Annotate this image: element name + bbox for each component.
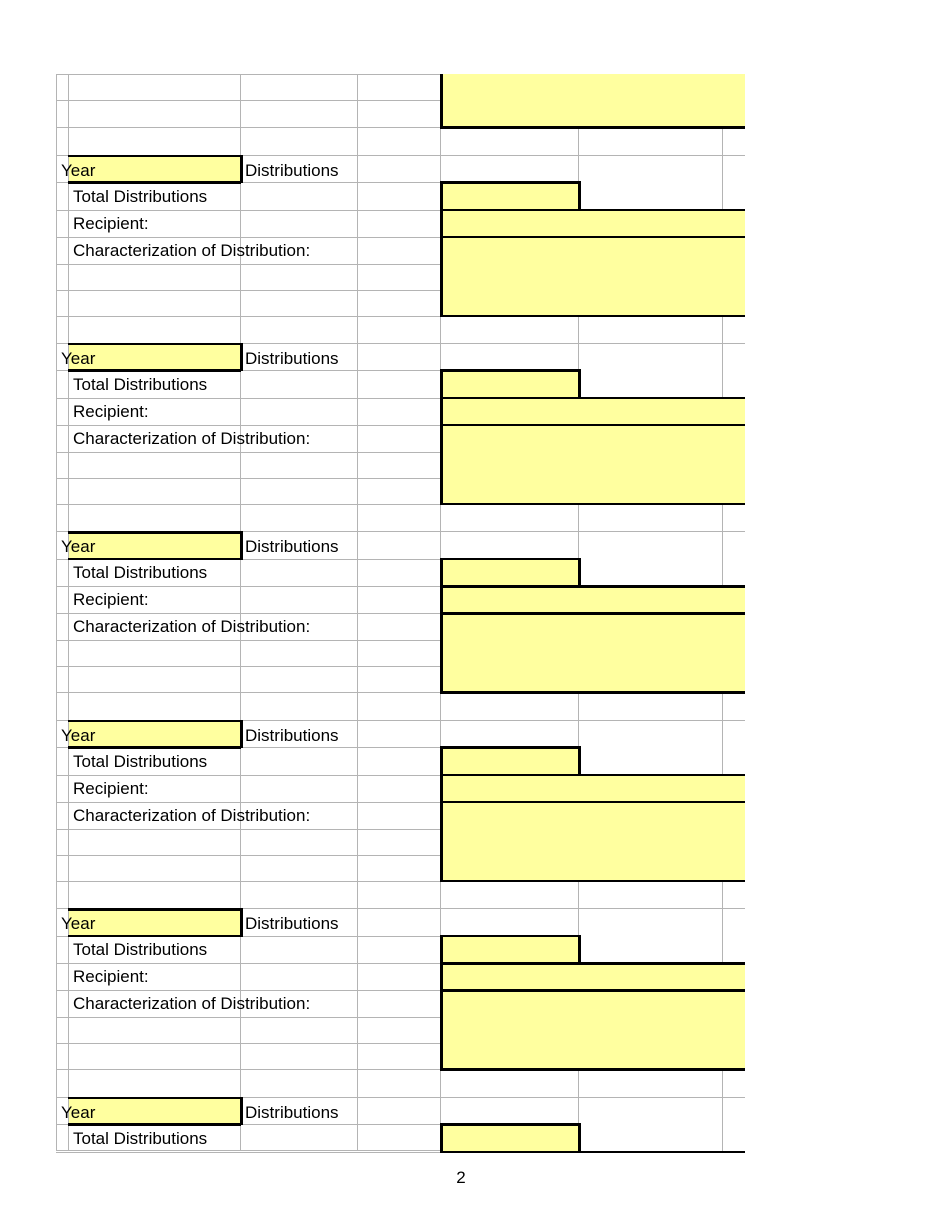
- recipient-label: Recipient:: [73, 778, 149, 798]
- total-distributions-label: Total Distributions: [73, 1128, 208, 1148]
- grid-hline: [56, 586, 440, 587]
- grid-vline: [722, 370, 723, 398]
- border: [440, 774, 443, 881]
- recipient-input: [440, 775, 745, 802]
- year-label: Year: [61, 537, 96, 557]
- border: [440, 558, 443, 587]
- grid-hline: [56, 452, 440, 453]
- grid-vline: [722, 747, 723, 775]
- grid-hline: [56, 210, 440, 211]
- border: [440, 801, 745, 804]
- border: [440, 746, 579, 749]
- border: [68, 908, 241, 911]
- grid-hline: [56, 264, 440, 265]
- recipient-input: [440, 398, 745, 425]
- border: [440, 181, 443, 210]
- border: [440, 315, 745, 318]
- distributions-label: Distributions: [245, 1102, 339, 1122]
- total-distributions-input: [440, 559, 578, 587]
- year-label: Year: [61, 348, 96, 368]
- border: [440, 585, 443, 692]
- year-label: Year: [61, 725, 96, 745]
- recipient-input: [440, 586, 745, 613]
- grid-hline: [56, 74, 440, 75]
- total-distributions-label: Total Distributions: [73, 751, 208, 771]
- total-distributions-label: Total Distributions: [73, 374, 208, 394]
- border: [440, 962, 443, 1069]
- border: [68, 558, 241, 561]
- grid-hline: [56, 504, 440, 505]
- characterization-label: Characterization of Distribution:: [73, 428, 311, 448]
- grid-hline: [56, 1043, 440, 1044]
- border: [68, 155, 241, 158]
- border: [440, 424, 745, 427]
- border: [440, 989, 745, 992]
- fill-area: [440, 74, 745, 127]
- grid-vline: [357, 74, 358, 1150]
- recipient-label: Recipient:: [73, 590, 149, 610]
- border: [440, 209, 745, 212]
- grid-vline: [722, 559, 723, 587]
- border: [578, 181, 581, 210]
- border: [68, 1097, 241, 1100]
- border: [240, 531, 243, 560]
- border: [68, 369, 241, 372]
- characterization-input: [440, 425, 745, 504]
- total-distributions-input: [440, 370, 578, 398]
- grid-vline: [68, 74, 69, 1150]
- grid-hline: [56, 613, 440, 614]
- border: [440, 1123, 443, 1152]
- border: [440, 181, 579, 184]
- grid-hline: [440, 155, 745, 156]
- border: [578, 558, 581, 587]
- border: [440, 503, 745, 506]
- border: [578, 1123, 581, 1152]
- characterization-input: [440, 802, 745, 881]
- grid-vline: [56, 74, 57, 1150]
- grid-hline: [56, 100, 440, 101]
- distributions-label: Distributions: [245, 725, 339, 745]
- total-distributions-label: Total Distributions: [73, 186, 208, 206]
- grid-vline: [722, 936, 723, 964]
- characterization-input: [440, 613, 745, 692]
- grid-hline: [56, 692, 440, 693]
- grid-hline: [56, 127, 440, 128]
- border: [440, 1123, 579, 1126]
- recipient-label: Recipient:: [73, 967, 149, 987]
- grid-hline: [56, 963, 440, 964]
- distributions-label: Distributions: [245, 537, 339, 557]
- grid-hline: [56, 1017, 440, 1018]
- grid-hline: [56, 398, 440, 399]
- characterization-input: [440, 990, 745, 1069]
- border: [440, 1151, 745, 1154]
- grid-hline: [56, 237, 440, 238]
- grid-vline: [722, 1124, 723, 1152]
- total-distributions-input: [440, 1124, 578, 1152]
- grid-hline: [440, 531, 745, 532]
- grid-hline: [56, 640, 440, 641]
- border: [440, 397, 745, 400]
- border: [240, 155, 243, 184]
- grid-hline: [56, 316, 440, 317]
- grid-hline: [440, 343, 745, 344]
- total-distributions-label: Total Distributions: [73, 563, 208, 583]
- border: [440, 126, 745, 129]
- border: [440, 746, 443, 775]
- border: [240, 720, 243, 749]
- grid-hline: [56, 881, 440, 882]
- border: [440, 935, 443, 964]
- characterization-input: [440, 237, 745, 316]
- year-label: Year: [61, 160, 96, 180]
- year-label: Year: [61, 1102, 96, 1122]
- border: [240, 343, 243, 372]
- recipient-input: [440, 210, 745, 237]
- border: [68, 531, 241, 534]
- total-distributions-label: Total Distributions: [73, 940, 208, 960]
- grid-hline: [56, 478, 440, 479]
- border: [440, 397, 443, 504]
- border: [578, 935, 581, 964]
- grid-hline: [56, 666, 440, 667]
- page-number: 2: [456, 1168, 466, 1187]
- border: [240, 1097, 243, 1126]
- grid-hline: [56, 775, 440, 776]
- grid-hline: [56, 990, 440, 991]
- year-label: Year: [61, 914, 96, 934]
- border: [440, 880, 745, 883]
- grid-hline: [56, 1150, 440, 1151]
- grid-hline: [56, 1152, 440, 1153]
- grid-hline: [440, 1097, 745, 1098]
- border: [578, 369, 581, 398]
- grid-hline: [56, 829, 440, 830]
- grid-hline: [440, 908, 745, 909]
- distributions-label: Distributions: [245, 914, 339, 934]
- border: [240, 908, 243, 937]
- characterization-label: Characterization of Distribution:: [73, 994, 311, 1014]
- distributions-label: Distributions: [245, 348, 339, 368]
- border: [440, 1068, 745, 1071]
- recipient-input: [440, 963, 745, 990]
- characterization-label: Characterization of Distribution:: [73, 617, 311, 637]
- characterization-label: Characterization of Distribution:: [73, 240, 311, 260]
- border: [440, 774, 745, 777]
- border: [440, 585, 745, 588]
- border: [578, 746, 581, 775]
- distributions-label: Distributions: [245, 160, 339, 180]
- border: [68, 181, 241, 184]
- grid-hline: [56, 802, 440, 803]
- recipient-label: Recipient:: [73, 401, 149, 421]
- grid-hline: [56, 855, 440, 856]
- total-distributions-input: [440, 936, 578, 964]
- border: [440, 558, 579, 561]
- grid-vline: [722, 182, 723, 210]
- grid-hline: [56, 290, 440, 291]
- border: [440, 962, 745, 965]
- border: [68, 935, 241, 938]
- border: [440, 209, 443, 316]
- border: [68, 1123, 241, 1126]
- border: [440, 369, 443, 398]
- grid-hline: [440, 720, 745, 721]
- border: [440, 74, 443, 128]
- border: [440, 612, 745, 615]
- border: [68, 746, 241, 749]
- total-distributions-input: [440, 182, 578, 210]
- grid-hline: [56, 425, 440, 426]
- border: [68, 343, 241, 346]
- border: [440, 691, 745, 694]
- border: [440, 236, 745, 239]
- total-distributions-input: [440, 747, 578, 775]
- recipient-label: Recipient:: [73, 213, 149, 233]
- border: [440, 935, 579, 938]
- border: [68, 720, 241, 723]
- characterization-label: Characterization of Distribution:: [73, 805, 311, 825]
- grid-hline: [56, 1069, 440, 1070]
- border: [440, 369, 579, 372]
- grid-vline: [240, 74, 241, 1150]
